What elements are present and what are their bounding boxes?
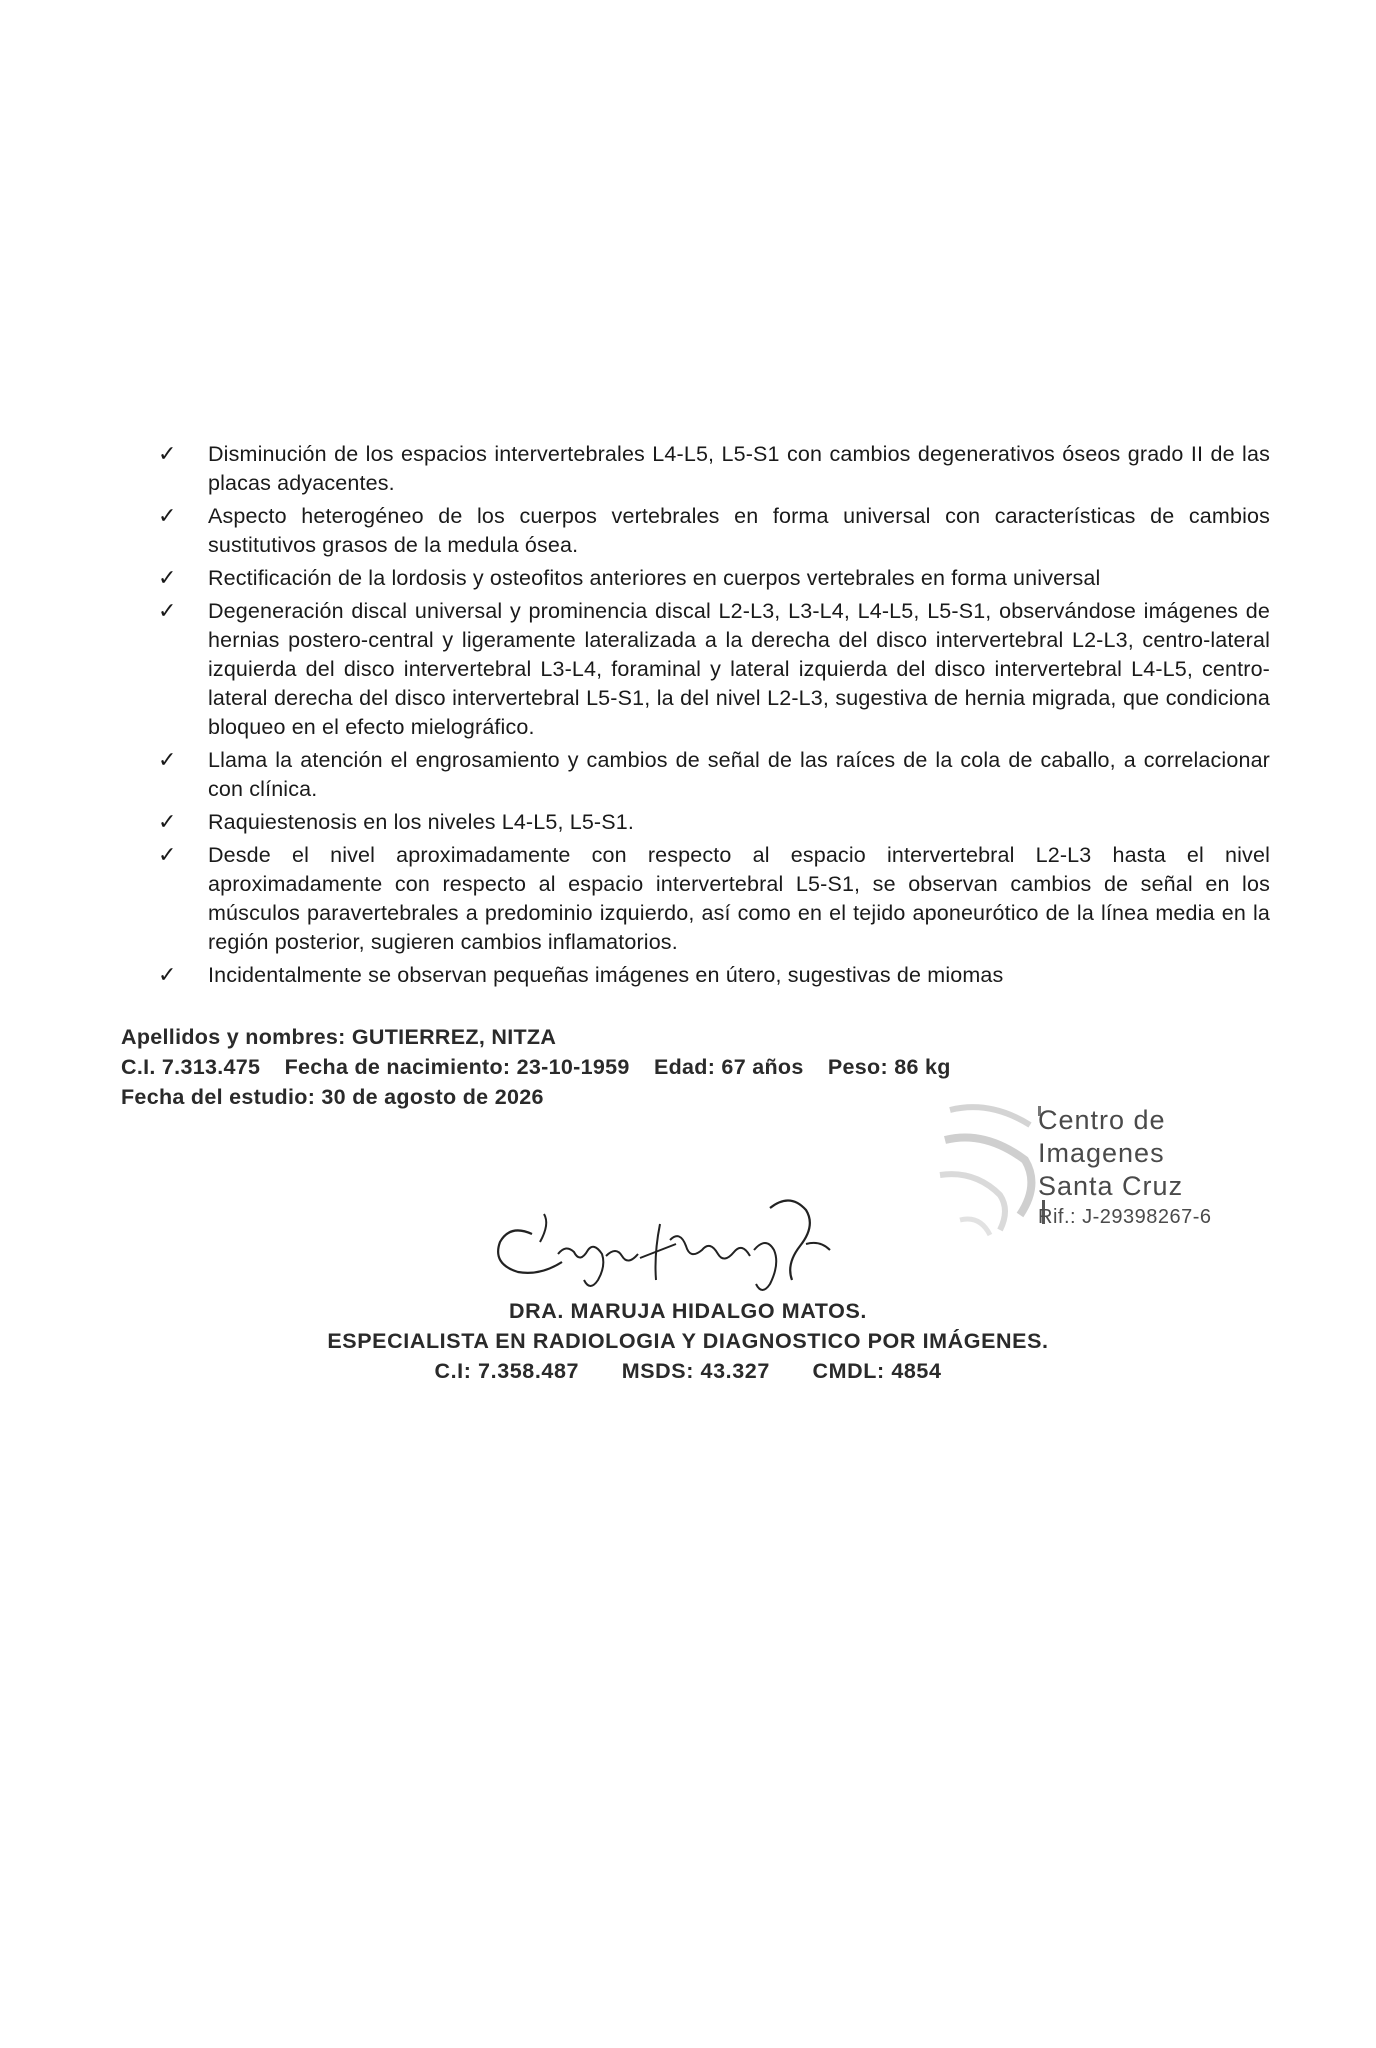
check-mark-icon: ✓ xyxy=(158,843,177,868)
list-item xyxy=(158,564,1270,593)
finding-text: Llama la atención el engrosamiento y cambios de señal de las raíces de la cola de caballo, a correlacionar con clínica. xyxy=(208,748,1270,801)
doctor-block xyxy=(0,1296,1376,1386)
list-item xyxy=(158,746,1270,804)
patient-weight: Peso: 86 kg xyxy=(827,1055,951,1079)
finding-text: Aspecto heterogéneo de los cuerpos vertebrales en forma universal con características de cambios sustitutivos grasos de la medula ósea. xyxy=(208,504,1270,557)
list-item xyxy=(158,808,1270,837)
list-item xyxy=(158,502,1270,560)
check-mark-icon: ✓ xyxy=(158,810,177,835)
patient-ci: C.I. 7.313.475 xyxy=(121,1055,261,1079)
study-date: Fecha del estudio: 30 de agosto de 2026 xyxy=(121,1085,544,1109)
doctor-name: DRA. MARUJA HIDALGO MATOS. xyxy=(508,1299,867,1323)
finding-text: Disminución de los espacios intervertebrales L4-L5, L5-S1 con cambios degenerativos óseos grado II de las placas adyacentes. xyxy=(208,442,1270,495)
doctor-title: ESPECIALISTA EN RADIOLOGIA Y DIAGNOSTICO POR IMÁGENES. xyxy=(327,1329,1049,1353)
patient-name: Apellidos y nombres: GUTIERREZ, NITZA xyxy=(121,1025,557,1049)
doctor-cmdl: CMDL: 4854 xyxy=(812,1359,942,1383)
list-item xyxy=(158,841,1270,957)
finding-text: Desde el nivel aproximadamente con respecto al espacio intervertebral L2-L3 hasta el nivel aproximadamente con respecto al espacio intervertebral L5-S1, se observan cambios de señal en los músculos paravertebrales a predominio izquierdo, así como en el tejido aponeurótico de la línea media en la región posterior, sugieren cambios inflamatorios. xyxy=(208,843,1270,954)
finding-text: Rectificación de la lordosis y osteofitos anteriores en cuerpos vertebrales en forma universal xyxy=(208,566,1101,590)
handwritten-signature xyxy=(470,1184,850,1304)
stamp-rif: Rif.: J-29398267-6 xyxy=(1038,1206,1212,1228)
patient-age: Edad: 67 años xyxy=(653,1055,804,1079)
patient-details xyxy=(121,1052,1121,1082)
patient-info xyxy=(121,1022,1121,1112)
stamp-line-3: Santa Cruz xyxy=(1038,1171,1184,1201)
check-mark-icon: ✓ xyxy=(158,963,177,988)
stamp-line-1: Centro de xyxy=(1038,1105,1166,1135)
check-mark-icon: ✓ xyxy=(158,566,177,591)
list-item xyxy=(158,961,1270,990)
finding-text: Incidentalmente se observan pequeñas imágenes en útero, sugestivas de miomas xyxy=(208,963,1004,987)
check-mark-icon: ✓ xyxy=(158,442,177,467)
findings-list xyxy=(158,440,1270,994)
stamp-line-2: Imagenes xyxy=(1038,1138,1165,1168)
finding-text: Degeneración discal universal y prominencia discal L2-L3, L3-L4, L4-L5, L5-S1, observándose imágenes de hernias postero-central y ligeramente lateralizada a la derecha del disco intervertebral L2-L3, centro-lateral izquierda del disco intervertebral L3-L4, foraminal y lateral izquierda del disco intervertebral L4-L5, centro-lateral derecha del disco intervertebral L5-S1, la del nivel L2-L3, sugestiva de hernia migrada, que condiciona bloqueo en el efecto mielográfico. xyxy=(208,599,1270,739)
stamp-text xyxy=(1038,1104,1268,1231)
doctor-msds: MSDS: 43.327 xyxy=(621,1359,770,1383)
check-mark-icon: ✓ xyxy=(158,599,177,624)
check-mark-icon: ✓ xyxy=(158,748,177,773)
patient-birth-date: Fecha de nacimiento: 23-10-1959 xyxy=(284,1055,630,1079)
list-item xyxy=(158,440,1270,498)
doctor-ci: C.I: 7.358.487 xyxy=(434,1359,580,1383)
clinic-stamp xyxy=(930,1100,1260,1240)
list-item xyxy=(158,597,1270,742)
doctor-ids xyxy=(0,1356,1376,1386)
finding-text: Raquiestenosis en los niveles L4-L5, L5-S1. xyxy=(208,810,634,834)
stamp-seal-icon xyxy=(930,1100,1050,1240)
check-mark-icon: ✓ xyxy=(158,504,177,529)
